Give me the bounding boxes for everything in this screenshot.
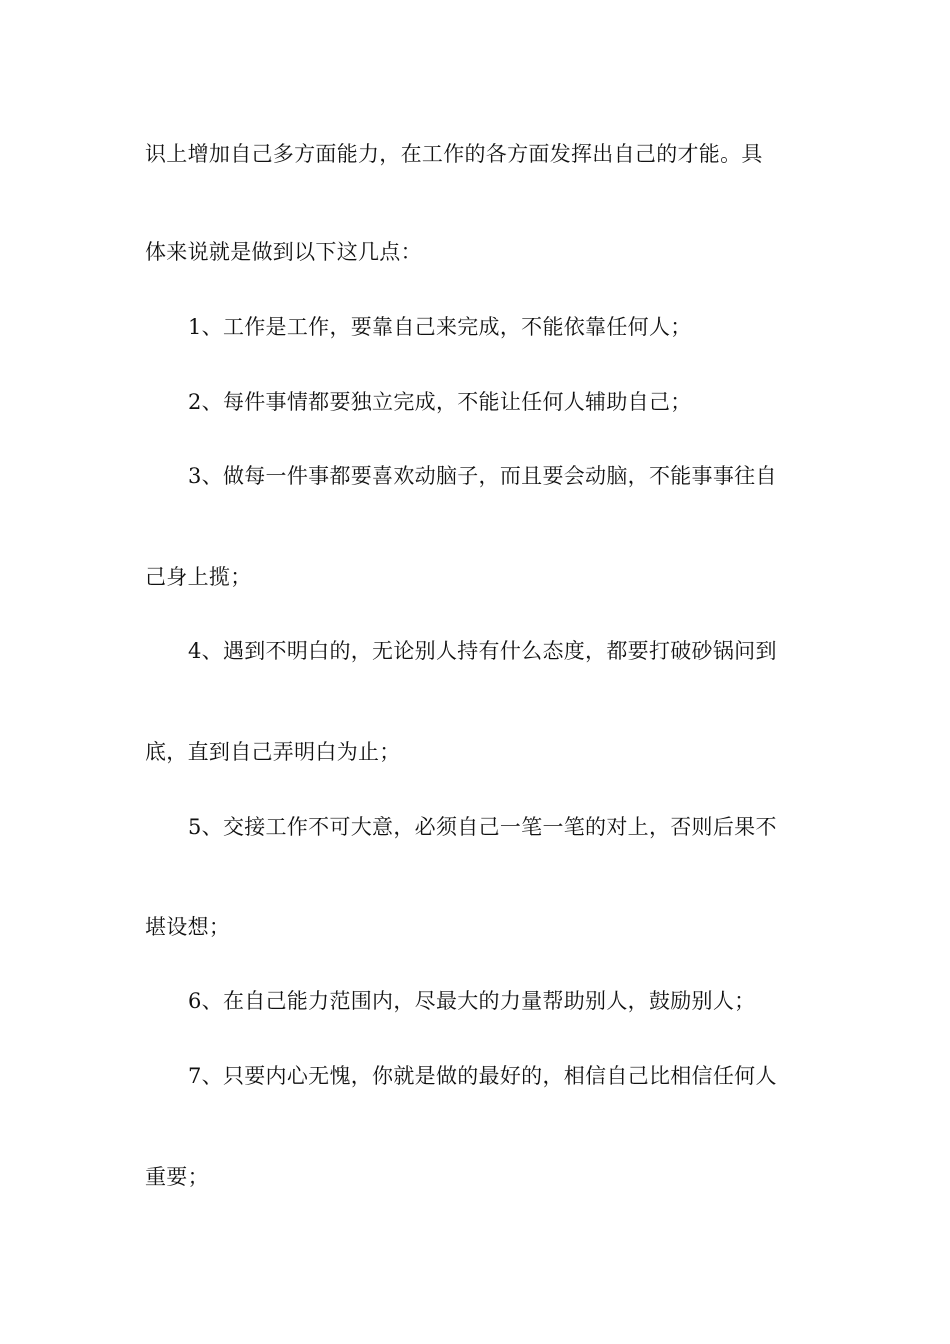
list-item-3: 3、做每一件事都要喜欢动脑子，而且要会动脑，不能事事往自 xyxy=(188,464,777,488)
list-item-7-continuation: 重要； xyxy=(145,1165,209,1189)
list-item-6: 6、在自己能力范围内，尽最大的力量帮助别人，鼓励别人； xyxy=(188,989,756,1013)
list-item-3-continuation: 己身上揽； xyxy=(145,565,252,589)
list-item-4: 4、遇到不明白的，无论别人持有什么态度，都要打破砂锅问到 xyxy=(188,639,777,663)
paragraph-line: 体来说就是做到以下这几点： xyxy=(145,240,422,264)
list-item-5: 5、交接工作不可大意，必须自己一笔一笔的对上，否则后果不 xyxy=(188,815,777,839)
paragraph-line: 识上增加自己多方面能力，在工作的各方面发挥出自己的才能。具 xyxy=(145,142,763,166)
list-item-7: 7、只要内心无愧，你就是做的最好的，相信自己比相信任何人 xyxy=(188,1064,777,1088)
list-item-1: 1、工作是工作，要靠自己来完成，不能依靠任何人； xyxy=(188,315,692,339)
list-item-4-continuation: 底，直到自己弄明白为止； xyxy=(145,740,401,764)
list-item-2: 2、每件事情都要独立完成，不能让任何人辅助自己； xyxy=(188,390,692,414)
list-item-5-continuation: 堪设想； xyxy=(145,915,231,939)
